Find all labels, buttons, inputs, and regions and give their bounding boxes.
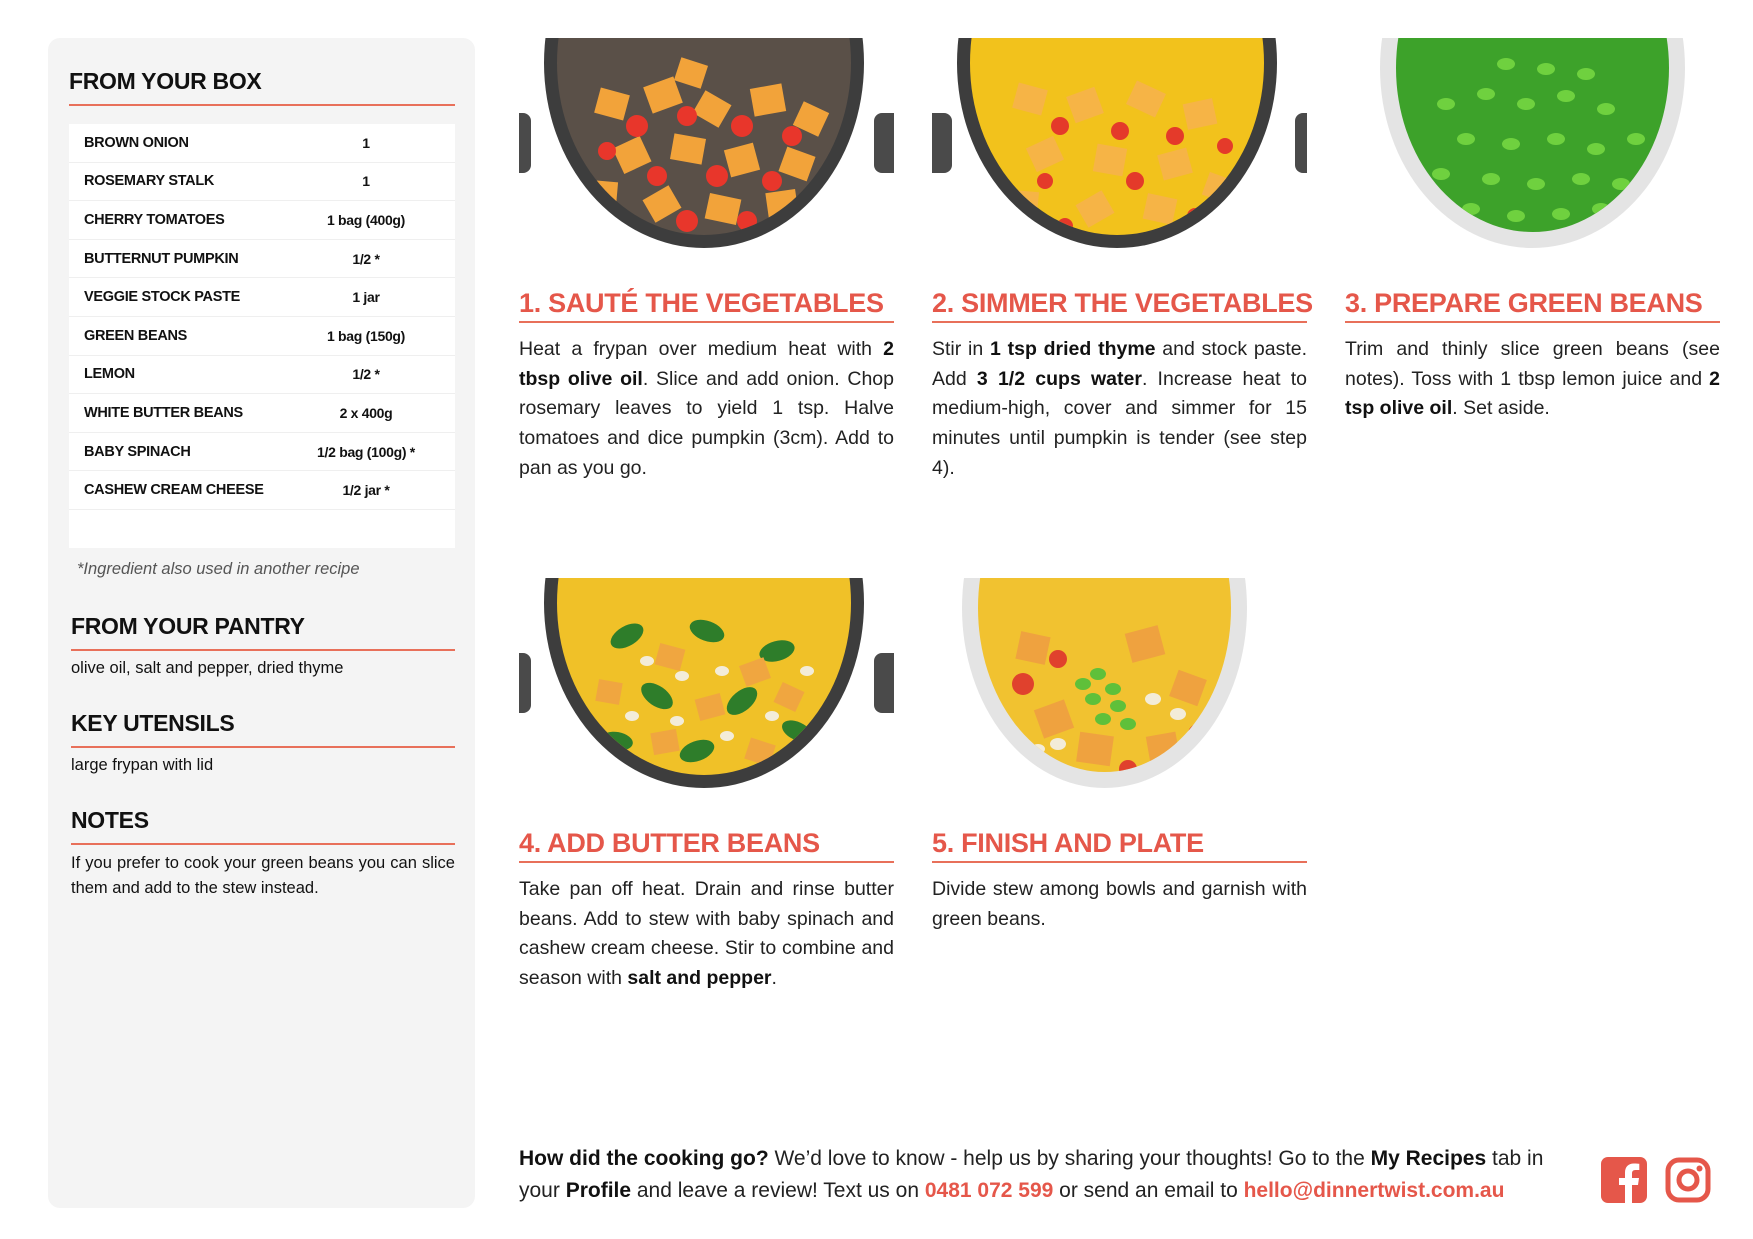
step-body: Heat a frypan over medium heat with 2 tbsp olive oil. Slice and add onion. Chop rosemary leaves to yield 1 tsp. Halve tomatoes and dice pumpkin (3cm). Add to pan as you go. [519, 338, 895, 479]
heading-rule [71, 746, 455, 748]
key-utensils-heading: KEY UTENSILS [71, 710, 235, 736]
bowl-image [962, 578, 1247, 788]
ingredient-qty: 1 jar [352, 289, 380, 306]
step-title: 1. SAUTÉ THE VEGETABLES [519, 288, 884, 318]
table-spacer [69, 510, 455, 548]
notes-heading: NOTES [71, 807, 149, 833]
ingredient-row [69, 124, 455, 163]
step-title: 3. PREPARE GREEN BEANS [1345, 288, 1703, 318]
ingredient-row [69, 394, 455, 433]
from-your-box-heading: FROM YOUR BOX [69, 68, 262, 94]
pan-handle [932, 113, 952, 173]
step-title: 4. ADD BUTTER BEANS [519, 828, 820, 858]
step-title: 5. FINISH AND PLATE [932, 828, 1204, 858]
pan-image [957, 38, 1277, 248]
ingredient-row [69, 317, 455, 356]
step-photo [1345, 38, 1720, 248]
ingredient-qty: 1 bag (150g) [326, 327, 406, 344]
phone-number[interactable]: 0481 072 599 [924, 1178, 1054, 1202]
ingredients-table [69, 124, 455, 548]
step-photo [932, 38, 1307, 248]
ingredient-name: GREEN BEANS [84, 327, 188, 344]
step-photo [932, 578, 1307, 788]
ingredients-panel [48, 38, 475, 1208]
pan-handle [874, 113, 894, 173]
step-5 [932, 578, 1307, 998]
step-rule [519, 861, 894, 863]
step-1 [519, 38, 894, 498]
step-rule [1345, 321, 1720, 323]
from-your-pantry-heading: FROM YOUR PANTRY [71, 613, 305, 639]
step-2 [932, 38, 1313, 498]
pan-image [544, 578, 864, 788]
pan-handle [874, 653, 894, 713]
step-body: Divide stew among bowls and garnish with green beans. [932, 878, 1307, 930]
food-illustration [978, 578, 1231, 772]
step-rule [932, 861, 1307, 863]
notes-text: If you prefer to cook your green beans you can slice them and add to the stew instead. [71, 854, 455, 897]
ingredient-name: WHITE BUTTER BEANS [84, 404, 243, 421]
step-photo [519, 38, 894, 248]
heading-rule [71, 843, 455, 845]
step-rule [932, 321, 1307, 323]
heading-rule [71, 649, 455, 651]
heading-rule [69, 104, 455, 106]
step-3 [1345, 38, 1720, 498]
ingredient-row [69, 433, 455, 472]
ingredient-name: CHERRY TOMATOES [84, 211, 225, 228]
step-body: Take pan off heat. Drain and rinse butter beans. Add to stew with baby spinach and cashew cream cheese. Stir to combine and season with salt and pepper. [519, 878, 894, 990]
food-illustration [1396, 38, 1669, 232]
ingredient-row [69, 240, 455, 279]
step-photo [519, 578, 894, 788]
step-4 [519, 578, 894, 998]
pan-handle [519, 113, 531, 173]
ingredient-row [69, 201, 455, 240]
pan-handle [1295, 113, 1307, 173]
my-recipes-label: My Recipes [1370, 1147, 1487, 1170]
utensils-text: large frypan with lid [71, 756, 214, 774]
ingredient-row [69, 471, 455, 510]
instagram-icon[interactable] [1665, 1157, 1711, 1203]
ingredient-name: BUTTERNUT PUMPKIN [84, 250, 239, 267]
ingredient-row [69, 163, 455, 202]
ingredient-name: ROSEMARY STALK [84, 173, 215, 190]
step-title: 2. SIMMER THE VEGETABLES [932, 288, 1313, 318]
ingredient-name: BROWN ONION [84, 134, 189, 151]
ingredient-qty: 1 [362, 173, 370, 190]
profile-label: Profile [565, 1178, 632, 1202]
ingredient-qty: 1/2 jar * [342, 482, 390, 499]
pantry-text: olive oil, salt and pepper, dried thyme [71, 659, 344, 677]
ingredient-qty: 1/2 * [352, 366, 380, 383]
feedback-footer: How did the cooking go? We’d love to know - help us by sharing your thoughts! Go to the My Recipes tab in your Profile and leave a review! Text us on 0481 072 599 or send an email to hello@dinnertwist.com.au [519, 1147, 1544, 1202]
ingredient-footnote: *Ingredient also used in another recipe [77, 560, 360, 578]
ingredient-name: LEMON [84, 366, 135, 383]
ingredient-qty: 1/2 bag (100g) * [317, 443, 415, 460]
ingredient-qty: 1 bag (400g) [326, 211, 406, 228]
ingredient-row [69, 356, 455, 395]
ingredient-name: VEGGIE STOCK PASTE [84, 289, 241, 306]
step-body: Stir in 1 tsp dried thyme and stock paste. Add 3 1/2 cups water. Increase heat to medium-high, cover and simmer for 15 minutes until pumpkin is tender (see step 4). [932, 338, 1308, 479]
pan-handle [519, 653, 531, 713]
food-illustration [557, 38, 851, 235]
food-illustration [970, 38, 1264, 235]
ingredient-name: CASHEW CREAM CHEESE [84, 482, 264, 499]
ingredient-qty: 1/2 * [352, 250, 380, 267]
email-link[interactable]: hello@dinnertwist.com.au [1243, 1178, 1505, 1202]
step-body: Trim and thinly slice green beans (see notes). Toss with 1 tbsp lemon juice and 2 tsp olive oil. Set aside. [1345, 338, 1720, 420]
ingredient-qty: 2 x 400g [339, 404, 393, 421]
ingredient-qty: 1 [362, 134, 370, 151]
facebook-icon[interactable] [1601, 1157, 1647, 1203]
ingredient-name: BABY SPINACH [84, 443, 191, 460]
bowl-image [1380, 38, 1685, 248]
food-illustration [557, 578, 851, 775]
footer-lead: How did the cooking go? [519, 1147, 769, 1170]
pan-image [544, 38, 864, 248]
ingredient-row [69, 278, 455, 317]
step-rule [519, 321, 894, 323]
